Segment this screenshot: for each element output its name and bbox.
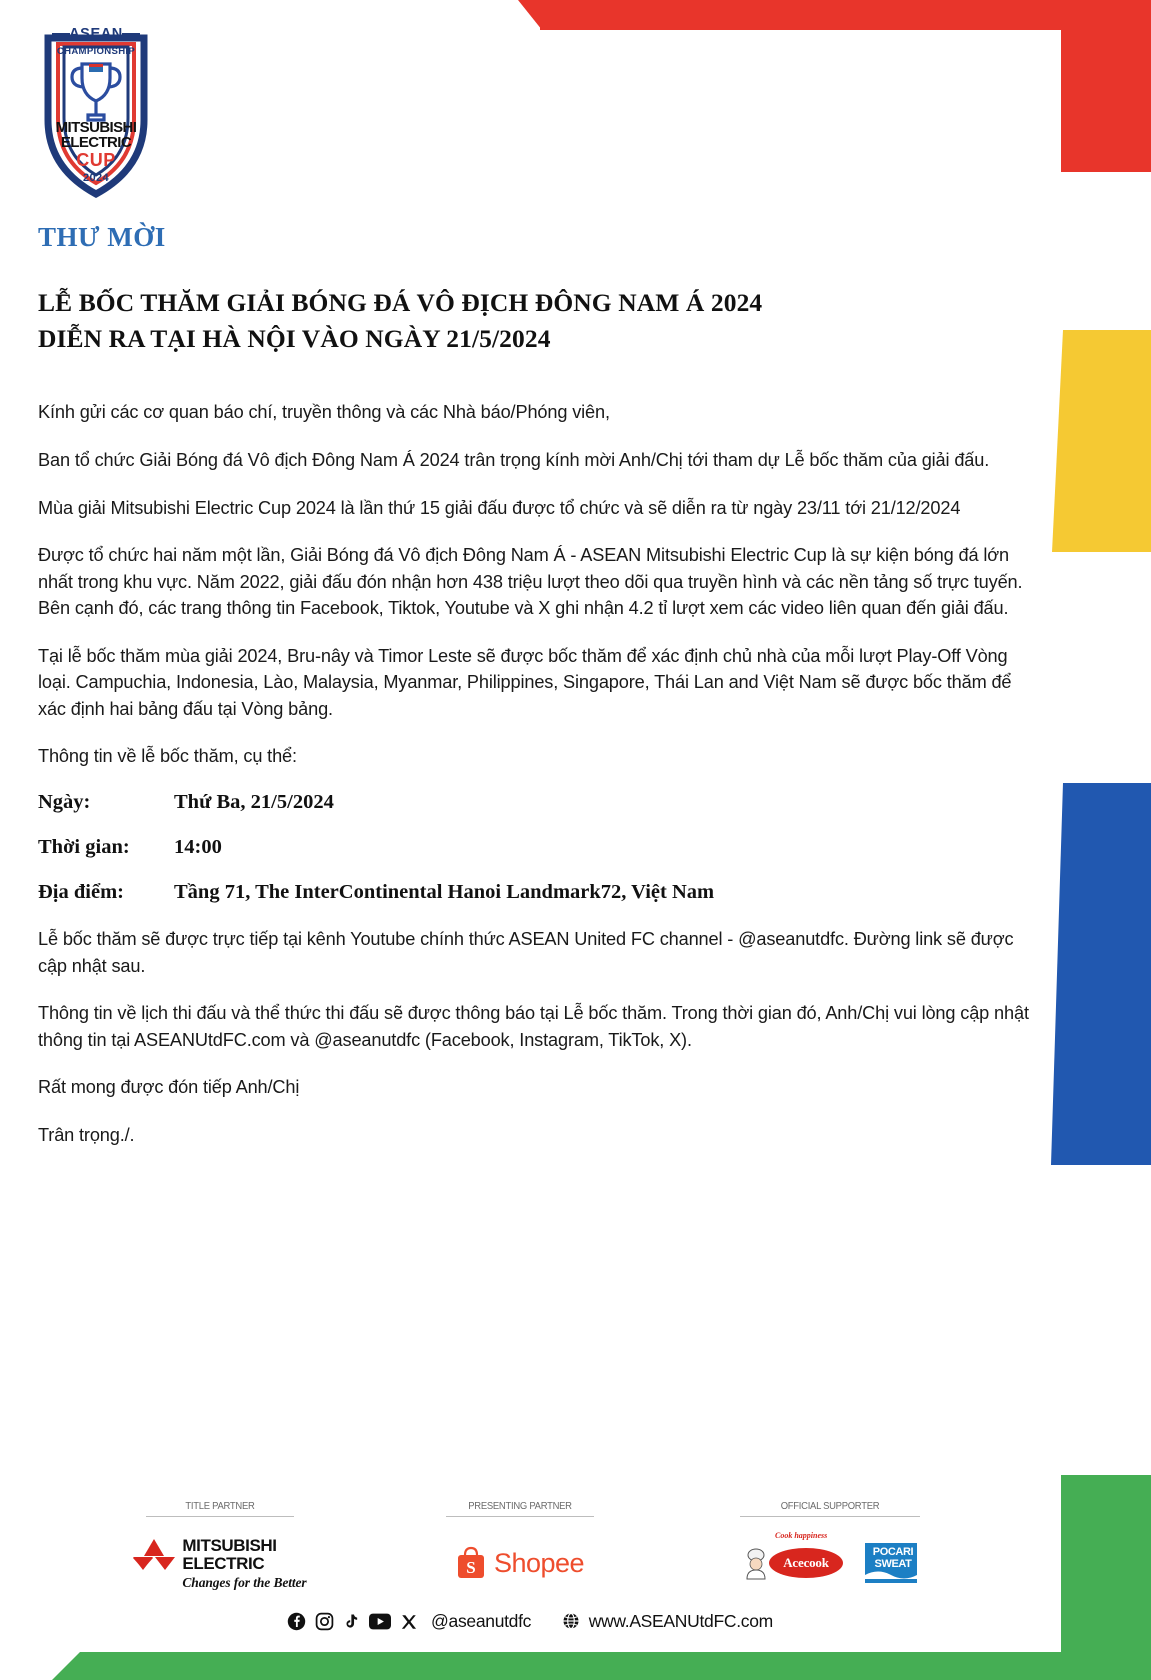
page-title-line-1: LỄ BỐC THĂM GIẢI BÓNG ĐÁ VÔ ĐỊCH ĐÔNG NAM Á 2024 <box>38 288 763 317</box>
mitsubishi-wordmark-line1: MITSUBISHI <box>182 1535 277 1555</box>
paragraph-details-intro: Thông tin về lễ bốc thăm, cụ thể: <box>38 746 297 767</box>
decor-green-side-block <box>1061 1475 1151 1680</box>
page-title <box>38 285 1040 357</box>
paragraph-3: Được tổ chức hai năm một lần, Giải Bóng đá Vô địch Đông Nam Á - ASEAN Mitsubishi Electric Cup là sự kiện bóng đá lớn nhất trong khu vực. Năm 2022, giải đấu đón nhận hơn 438 triệu lượt theo dõi qua truyền hình và các nền tảng số trực tuyến. Bên cạnh đó, các trang thông tin Facebook, Tiktok, Youtube và X ghi nhận 4.2 tỉ lượt xem các video liên quan đến giải đấu. <box>38 545 1023 619</box>
partner-label-title: TITLE PARTNER <box>185 1500 255 1512</box>
svg-text:S: S <box>466 1558 476 1577</box>
decor-red-side-block <box>1061 0 1151 172</box>
partner-logos-supporter <box>670 1533 990 1593</box>
svg-text:MITSUBISHI: MITSUBISHI <box>55 119 137 136</box>
social-handle-text: @aseanutdfc <box>431 1611 532 1631</box>
partner-group-presenting <box>370 1500 670 1593</box>
paragraph-1: Ban tổ chức Giải Bóng đá Vô địch Đông Nam Á 2024 trân trọng kính mời Anh/Chị tới tham dự Lễ bốc thăm của giải đấu. <box>38 449 990 470</box>
instagram-icon[interactable] <box>315 1612 334 1631</box>
partner-divider <box>740 1516 920 1517</box>
partner-logos-presenting <box>370 1533 670 1593</box>
globe-icon <box>562 1612 580 1630</box>
detail-label-venue: Địa điểm: <box>38 881 124 904</box>
mitsubishi-wordmark-line2: ELECTRIC <box>182 1553 265 1573</box>
pocari-wordmark-line1: POCARI <box>872 1546 914 1558</box>
partner-label-supporter: OFFICIAL SUPPORTER <box>780 1500 880 1512</box>
acecook-tagline: Cook happiness <box>775 1531 828 1540</box>
partner-group-supporter <box>670 1500 990 1593</box>
shopee-logo <box>456 1546 584 1580</box>
page-title-line-2: DIỄN RA TẠI HÀ NỘI VÀO NGÀY 21/5/2024 <box>38 324 551 354</box>
decor-blue-slant <box>1051 783 1063 1165</box>
social-links-bar <box>0 1611 1060 1632</box>
svg-text:ASEAN: ASEAN <box>69 26 123 42</box>
shopee-wordmark: Shopee <box>493 1547 585 1578</box>
detail-label-time: Thời gian: <box>38 836 130 859</box>
svg-text:2024: 2024 <box>82 172 110 184</box>
tiktok-icon[interactable] <box>343 1612 360 1631</box>
youtube-icon[interactable] <box>369 1613 391 1630</box>
detail-row-venue <box>38 881 1040 904</box>
letter-kicker: THƯ MỜI <box>38 222 166 252</box>
partner-row <box>0 1500 1060 1593</box>
acecook-wordmark: Acecook <box>769 1548 843 1578</box>
partner-divider <box>146 1516 294 1517</box>
paragraph-signoff: Trân trọng./. <box>38 1124 135 1145</box>
x-icon[interactable] <box>400 1613 418 1631</box>
partner-divider <box>446 1516 594 1517</box>
svg-text:CUP: CUP <box>76 150 116 170</box>
detail-label-date: Ngày: <box>38 791 91 814</box>
paragraph-closing: Rất mong được đón tiếp Anh/Chị <box>38 1077 300 1098</box>
detail-value-venue: Tầng 71, The InterContinental Hanoi Landmark72, Việt Nam <box>174 881 715 904</box>
pocari-wave-icon <box>865 1567 917 1579</box>
website-link[interactable] <box>562 1611 773 1632</box>
mitsubishi-tagline: Changes for the Better <box>182 1574 307 1590</box>
decor-yellow-block <box>1063 330 1151 552</box>
asean-mitsubishi-electric-cup-logo <box>34 16 158 198</box>
decor-blue-block <box>1063 783 1151 1165</box>
acecook-chef-icon <box>743 1546 769 1580</box>
event-details-list <box>38 791 1040 904</box>
decor-red-top-bar <box>540 0 1151 30</box>
detail-value-date: Thứ Ba, 21/5/2024 <box>174 791 334 814</box>
salutation-paragraph: Kính gửi các cơ quan báo chí, truyền thông và các Nhà báo/Phóng viên, <box>38 402 610 423</box>
mitsubishi-electric-logo <box>133 1537 306 1590</box>
decor-green-corner-triangle <box>52 1652 80 1680</box>
mitsubishi-diamonds-icon <box>133 1537 175 1571</box>
partner-label-presenting: PRESENTING PARTNER <box>468 1500 572 1512</box>
letter-body <box>38 222 1040 1169</box>
paragraph-livestream: Lễ bốc thăm sẽ được trực tiếp tại kênh Youtube chính thức ASEAN United FC channel - @aseanutdfc. Đường link sẽ được cập nhật sau. <box>38 929 1014 976</box>
decor-red-corner-triangle <box>518 0 542 30</box>
pocari-wordmark-line2: SWEAT <box>874 1557 912 1570</box>
svg-text:CHAMPIONSHIP: CHAMPIONSHIP <box>56 46 136 57</box>
facebook-icon[interactable] <box>287 1612 306 1631</box>
partner-group-title <box>70 1500 370 1593</box>
detail-row-date <box>38 791 1040 814</box>
acecook-logo <box>743 1531 843 1580</box>
shopee-bag-icon <box>456 1546 486 1580</box>
detail-row-time <box>38 836 1040 859</box>
decor-green-bottom-bar <box>80 1652 1151 1680</box>
detail-value-time: 14:00 <box>174 836 222 859</box>
paragraph-schedule-info: Thông tin về lịch thi đấu và thể thức thi đấu sẽ được thông báo tại Lễ bốc thăm. Trong thời gian đó, Anh/Chị vui lòng cập nhật thông tin tại ASEANUtdFC.com và @aseanutdfc (Facebook, Instagram, TikTok, X). <box>38 1003 1029 1050</box>
website-text: www.ASEANUtdFC.com <box>588 1611 773 1631</box>
paragraph-4: Tại lễ bốc thăm mùa giải 2024, Bru-nây và Timor Leste sẽ được bốc thăm để xác định chủ nhà của mỗi lượt Play-Off Vòng loại. Campuchia, Indonesia, Lào, Malaysia, Myanmar, Philippines, Singapore, Thái Lan and Việt Nam sẽ được bốc thăm để xác định hai bảng đấu tại Vòng bảng. <box>38 645 1012 719</box>
partner-logos-title <box>70 1533 370 1593</box>
svg-text:ELECTRIC: ELECTRIC <box>60 134 132 151</box>
decor-yellow-slant <box>1052 330 1063 552</box>
footer-partners <box>0 1500 1060 1632</box>
pocari-sweat-logo <box>865 1543 917 1583</box>
paragraph-2: Mùa giải Mitsubishi Electric Cup 2024 là lần thứ 15 giải đấu được tổ chức và sẽ diễn ra từ ngày 23/11 tới 21/12/2024 <box>38 497 961 518</box>
